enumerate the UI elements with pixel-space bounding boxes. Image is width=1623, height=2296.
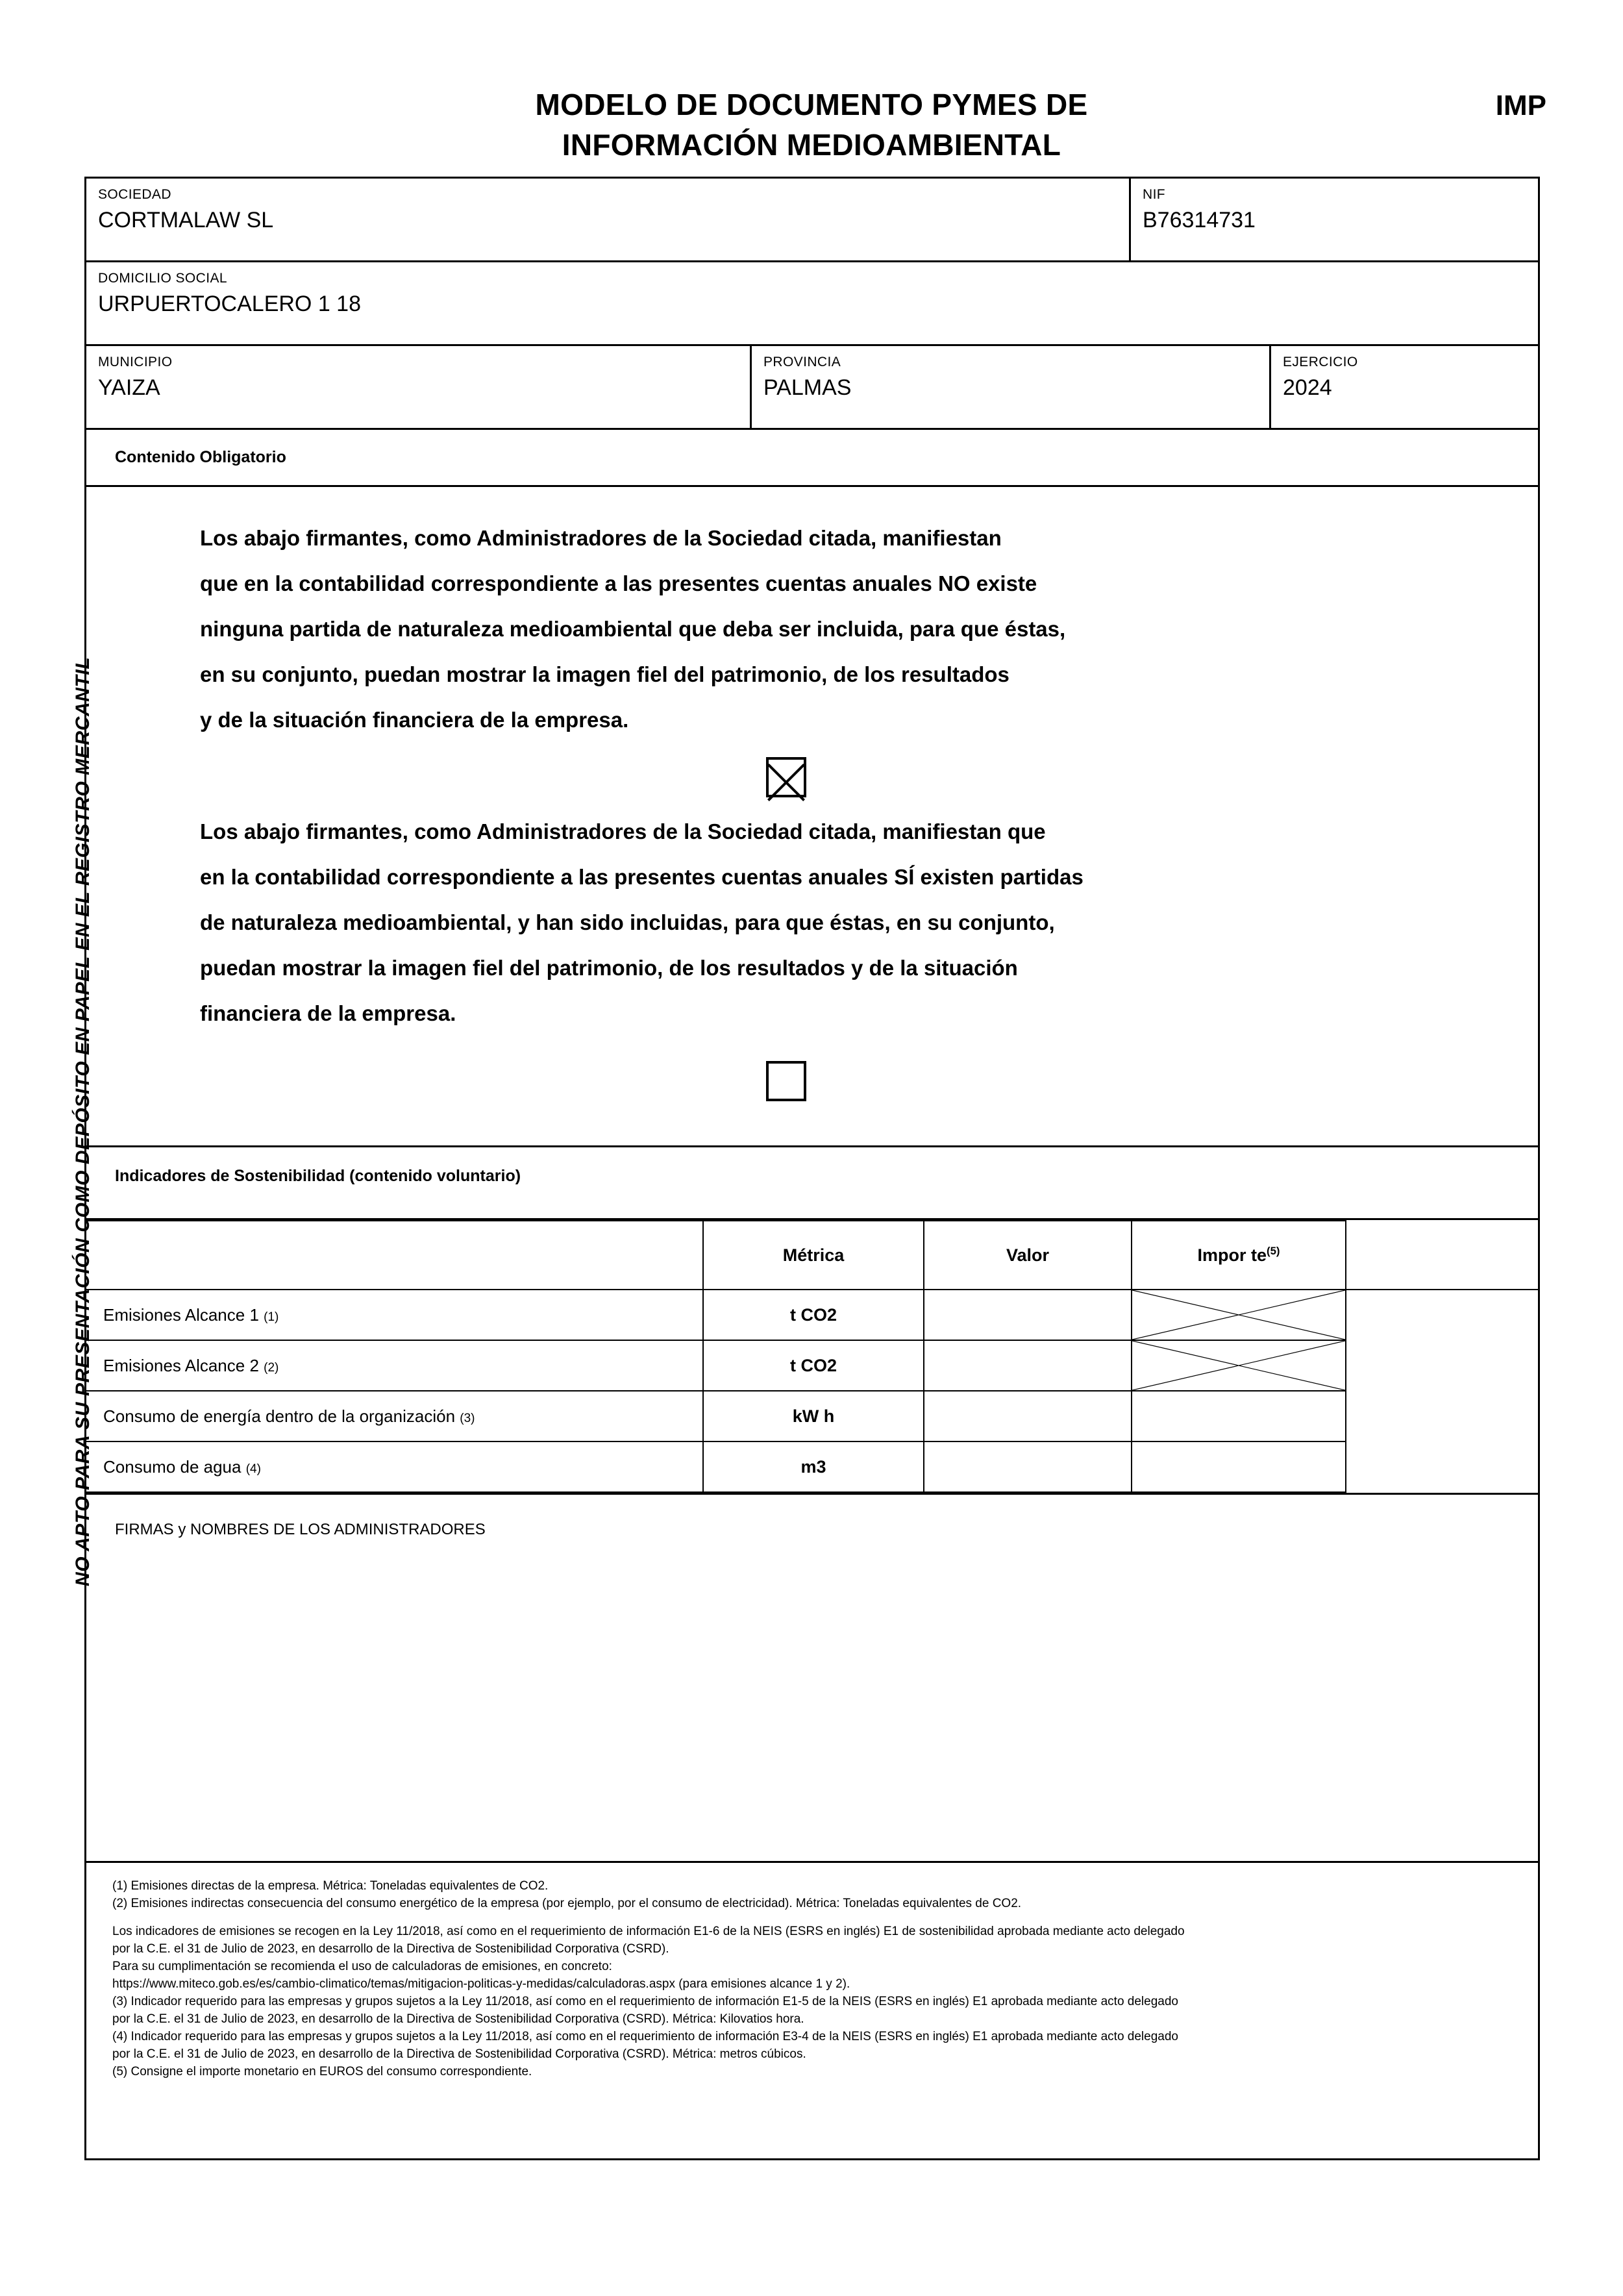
table-row: [86, 1290, 1538, 1340]
declaration-no-line-3: ninguna partida de naturaleza medioambiental que deba ser incluida, para que éstas,: [200, 617, 1066, 641]
row-3-valor[interactable]: [924, 1391, 1132, 1441]
footnote-5: (5) Consigne el importe monetario en EUROS del consumo correspondiente.: [112, 2065, 532, 2078]
table-row: [86, 1441, 1538, 1492]
table-row: [86, 1391, 1538, 1441]
footnote-gap: [112, 1912, 1512, 1923]
declaration-si-line-3: de naturaleza medioambiental, y han sido incluidas, para que éstas, en su conjunto,: [200, 910, 1055, 934]
declaration-block: [86, 487, 1538, 1147]
title-line-2: INFORMACIÓN MEDIOAMBIENTAL: [562, 128, 1061, 162]
field-municipio[interactable]: [86, 346, 750, 428]
col-head-spacer: [1346, 1221, 1538, 1290]
table-row: [86, 1340, 1538, 1391]
municipio-label: MUNICIPIO: [98, 355, 173, 369]
row-2-concept-label: Emisiones Alcance 2: [103, 1355, 259, 1375]
col-head-importe: [1132, 1221, 1346, 1290]
declaration-si-text: [86, 809, 1538, 1036]
title-line-1: MODELO DE DOCUMENTO PYMES DE: [535, 88, 1088, 121]
vertical-side-note: NO APTO PARA SU PRESENTACIÓN COMO DEPÓSITO EN PAPEL EN EL REGISTRO MERCANTIL: [72, 656, 93, 1586]
row-2-spacer: [1346, 1340, 1538, 1391]
footnote-4-line-2: por la C.E. el 31 de Julio de 2023, en desarrollo de la Directiva de Sostenibilidad Corporativa (CSRD). Métrica: metros cúbicos.: [112, 2047, 806, 2061]
declaration-si-checkbox-row: [86, 1036, 1538, 1119]
declaration-no-line-1: Los abajo firmantes, como Administradores de la Sociedad citada, manifiestan: [200, 526, 1002, 550]
col-head-metrica: Métrica: [703, 1221, 924, 1290]
row-1-concept-label: Emisiones Alcance 1: [103, 1304, 259, 1325]
col-head-importe-label: Impor te: [1197, 1245, 1267, 1265]
ejercicio-label: EJERCICIO: [1283, 355, 1358, 369]
table-header-row: [86, 1221, 1538, 1290]
declaration-si-line-4: puedan mostrar la imagen fiel del patrimonio, de los resultados y de la situación: [200, 956, 1018, 980]
row-sociedad-nif: [86, 179, 1538, 262]
row-3-metrica: kW h: [703, 1391, 924, 1441]
row-4-concept-note: (4): [245, 1462, 261, 1476]
field-nif[interactable]: [1129, 179, 1538, 260]
domicilio-label: DOMICILIO SOCIAL: [98, 271, 227, 286]
declaration-si-line-5: financiera de la empresa.: [200, 1001, 456, 1025]
signatures-label: FIRMAS y NOMBRES DE LOS ADMINISTRADORES: [115, 1521, 486, 1538]
imp-code: IMP: [1495, 90, 1546, 121]
sustainability-table: [86, 1220, 1538, 1493]
row-1-valor[interactable]: [924, 1290, 1132, 1340]
row-4-metrica: m3: [703, 1441, 924, 1492]
row-4-concept: [86, 1441, 703, 1492]
footnote-url: https://www.miteco.gob.es/es/cambio-climatico/temas/mitigacion-politicas-y-medidas/calculadoras.aspx (para emisiones alcance 1 y 2).: [112, 1977, 850, 1991]
declaration-no-line-4: en su conjunto, puedan mostrar la imagen fiel del patrimonio, de los resultados: [200, 662, 1010, 686]
row-4-valor[interactable]: [924, 1441, 1132, 1492]
col-head-importe-note: (5): [1267, 1245, 1280, 1257]
row-2-metrica: t CO2: [703, 1340, 924, 1391]
row-4-spacer: [1346, 1441, 1538, 1492]
footnote-3-line-1: (3) Indicador requerido para las empresas y grupos sujetos a la Ley 11/2018, así como en el requerimiento de información E1-5 de la NEIS (ESRS en inglés) E1 aprobada mediante acto delegado: [112, 1995, 1178, 2008]
row-1-metrica: t CO2: [703, 1290, 924, 1340]
row-3-concept-label: Consumo de energía dentro de la organización: [103, 1406, 456, 1426]
field-provincia[interactable]: [750, 346, 1269, 428]
row-3-importe[interactable]: [1132, 1391, 1346, 1441]
row-municipio-provincia-ejercicio: [86, 346, 1538, 430]
contenido-obligatorio-band: Contenido Obligatorio: [86, 430, 1538, 487]
row-4-importe[interactable]: [1132, 1441, 1346, 1492]
footnote-3-line-2: por la C.E. el 31 de Julio de 2023, en desarrollo de la Directiva de Sostenibilidad Corporativa (CSRD). Métrica: Kilovatios hora.: [112, 2012, 804, 2026]
row-2-valor[interactable]: [924, 1340, 1132, 1391]
footnote-4-line-1: (4) Indicador requerido para las empresas y grupos sujetos a la Ley 11/2018, así como en el requerimiento de información E3-4 de la NEIS (ESRS en inglés) E1 aprobada mediante acto delegado: [112, 2030, 1178, 2043]
signatures-area[interactable]: [86, 1493, 1538, 1863]
declaration-no-line-2: que en la contabilidad correspondiente a las presentes cuentas anuales NO existe: [200, 571, 1037, 595]
page-title: [0, 84, 1623, 165]
sociedad-label: SOCIEDAD: [98, 187, 171, 202]
declaration-si-line-1: Los abajo firmantes, como Administradores de la Sociedad citada, manifiestan que: [200, 819, 1046, 843]
row-1-spacer: [1346, 1290, 1538, 1340]
field-domicilio-social[interactable]: [86, 262, 1538, 344]
document-frame: [84, 177, 1540, 2160]
footnote-1: (1) Emisiones directas de la empresa. Métrica: Toneladas equivalentes de CO2.: [112, 1879, 549, 1893]
declaration-no-line-5: y de la situación financiera de la empresa.: [200, 708, 629, 732]
col-head-valor: Valor: [924, 1221, 1132, 1290]
declaration-no-text: [86, 516, 1538, 743]
row-4-concept-label: Consumo de agua: [103, 1456, 242, 1477]
domicilio-value: URPUERTOCALERO 1 18: [98, 292, 361, 316]
provincia-label: PROVINCIA: [763, 355, 841, 369]
sociedad-value: CORTMALAW SL: [98, 208, 274, 232]
sustainability-section-title: Indicadores de Sostenibilidad (contenido voluntario): [86, 1147, 1538, 1220]
declaration-no-checkbox[interactable]: [766, 757, 806, 797]
row-3-concept: [86, 1391, 703, 1441]
declaration-si-line-2: en la contabilidad correspondiente a las presentes cuentas anuales SÍ existen partidas: [200, 865, 1084, 889]
row-domicilio: [86, 262, 1538, 346]
footnote-para-1-line-1: Los indicadores de emisiones se recogen en la Ley 11/2018, así como en el requerimiento de información E1-6 de la NEIS (ESRS en inglés) E1 de sostenibilidad aprobada mediante acto delegado: [112, 1925, 1185, 1938]
nif-value: B76314731: [1143, 208, 1256, 232]
row-3-spacer: [1346, 1391, 1538, 1441]
row-3-concept-note: (3): [460, 1411, 475, 1425]
declaration-si-checkbox[interactable]: [766, 1061, 806, 1101]
crossed-out-icon: [1132, 1341, 1345, 1390]
row-1-importe[interactable]: [1132, 1290, 1346, 1340]
provincia-value: PALMAS: [763, 375, 852, 400]
col-head-concept: [86, 1221, 703, 1290]
declaration-no-checkbox-row: [86, 743, 1538, 809]
footnote-2: (2) Emisiones indirectas consecuencia del consumo energético de la empresa (por ejemplo, por el consumo de electricidad). Métrica: Toneladas equivalentes de CO2.: [112, 1897, 1022, 1910]
municipio-value: YAIZA: [98, 375, 160, 400]
footnote-para-1-line-2: por la C.E. el 31 de Julio de 2023, en desarrollo de la Directiva de Sostenibilidad Corporativa (CSRD).: [112, 1942, 669, 1956]
nif-label: NIF: [1143, 187, 1166, 202]
row-2-importe[interactable]: [1132, 1340, 1346, 1391]
ejercicio-value: 2024: [1283, 375, 1332, 400]
row-2-concept-note: (2): [264, 1360, 279, 1375]
footnote-para-1-line-3: Para su cumplimentación se recomienda el uso de calculadoras de emisiones, en concreto:: [112, 1960, 612, 1973]
crossed-out-icon: [1132, 1290, 1345, 1340]
footnotes-block: [86, 1863, 1538, 2158]
row-2-concept: [86, 1340, 703, 1391]
row-1-concept: [86, 1290, 703, 1340]
row-1-concept-note: (1): [264, 1310, 279, 1324]
field-sociedad[interactable]: [86, 179, 1129, 260]
field-ejercicio[interactable]: [1269, 346, 1538, 428]
